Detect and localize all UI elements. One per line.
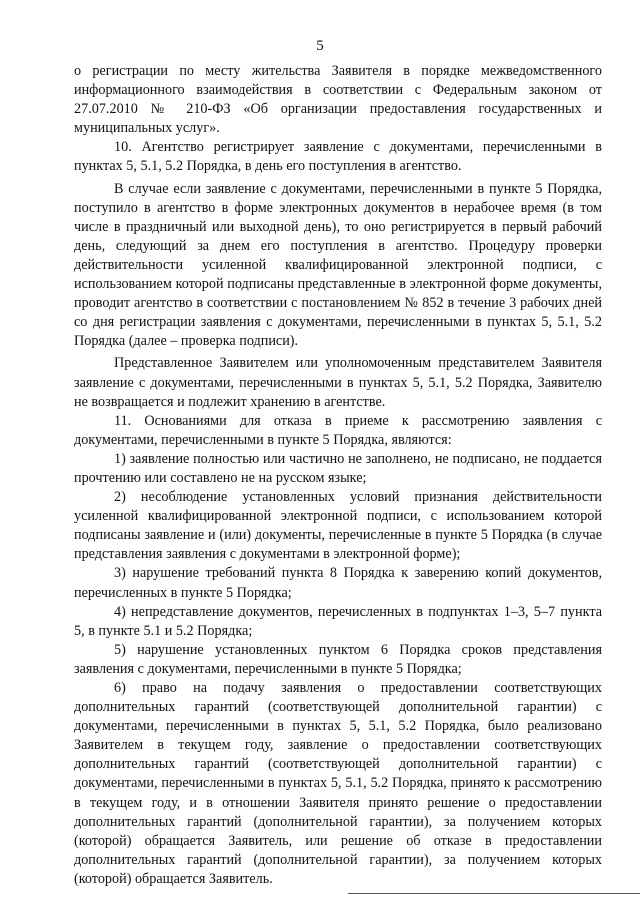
page-number: 5 xyxy=(316,38,324,54)
document-body xyxy=(74,62,602,889)
list-item-reason-5: 5) нарушение установленных пунктом 6 Порядка сроков представления заявления с документами, перечисленными в пункте 5 Порядка; xyxy=(74,641,602,677)
paragraph-storage: Представленное Заявителем или уполномоченным представителем Заявителя заявление с документами, перечисленными в пунктах 5, 5.1, 5.2 Порядка, Заявителю не возвращается и подлежит хранению в агентстве. xyxy=(74,355,602,410)
paragraph-item-11: 11. Основаниями для отказа в приеме к рассмотрению заявления с документами, перечисленными в пункте 5 Порядка, являются: xyxy=(74,412,602,448)
list-item-reason-3: 3) нарушение требований пункта 8 Порядка к заверению копий документов, перечисленных в пункте 5 Порядка; xyxy=(74,565,602,601)
list-item-reason-1: 1) заявление полностью или частично не заполнено, не подписано, не поддается прочтению или составлено не на русском языке; xyxy=(74,450,602,486)
paragraph-electronic-documents: В случае если заявление с документами, перечисленными в пункте 5 Порядка, поступило в агентство в форме электронных документов в нерабочее время (в том числе в праздничный или выходной день), то оно регистрируется в первый рабочий день, следующий за днем его поступления в агентство. Процедуру проверки действительности усиленной квалифицированной электронной подписи, с использованием которой подписаны представленные в электронной форме документы, проводит агентство в соответствии с постановлением № 852 в течение 3 рабочих дней со дня регистрации заявления с документами, перечисленными в пунктах 5, 5.1, 5.2 Порядка (далее – проверка подписи). xyxy=(74,180,602,350)
list-item-reason-6: 6) право на подачу заявления о предоставлении соответствующих дополнительных гарантий (соответствующей дополнительной гарантии) с документами, перечисленными в пунктах 5, 5.1, 5.2 Порядка, было реализовано Заявителем в текущем году, заявление о предоставлении соответствующих дополнительных гарантий (соответствующей дополнительной гарантии) с документами, перечисленными в пунктах 5, 5.1, 5.2 Порядка, принято к рассмотрению в текущем году, и в отношении Заявителя принято решение о предоставлении дополнительных гарантий (дополнительной гарантии), за получением которых (которой) обращается Заявитель, или решение об отказе в предоставлении дополнительных гарантий (дополнительной гарантии), за получением которых (которой) обращается Заявитель. xyxy=(74,680,602,887)
footer-divider xyxy=(348,893,640,894)
list-item-reason-4: 4) непредставление документов, перечисленных в подпунктах 1–3, 5–7 пункта 5, в пункте 5.1 и 5.2 Порядка; xyxy=(74,603,602,639)
list-item-reason-2: 2) несоблюдение установленных условий признания действительности усиленной квалифицированной электронной подписи, с использованием которой подписаны заявление и (или) документы, перечисленные в пункте 5 Порядка (в случае представления заявления с документами в электронной форме); xyxy=(74,489,602,563)
paragraph-item-10: 10. Агентство регистрирует заявление с документами, перечисленными в пунктах 5, 5.1, 5.2 Порядка, в день его поступления в агентство. xyxy=(74,139,602,175)
paragraph-registration-continuation: о регистрации по месту жительства Заявителя в порядке межведомственного информационного взаимодействия в соответствии с Федеральным законом от 27.07.2010 № 210-ФЗ «Об организации предоставления государственных и муниципальных услуг». xyxy=(74,63,602,137)
